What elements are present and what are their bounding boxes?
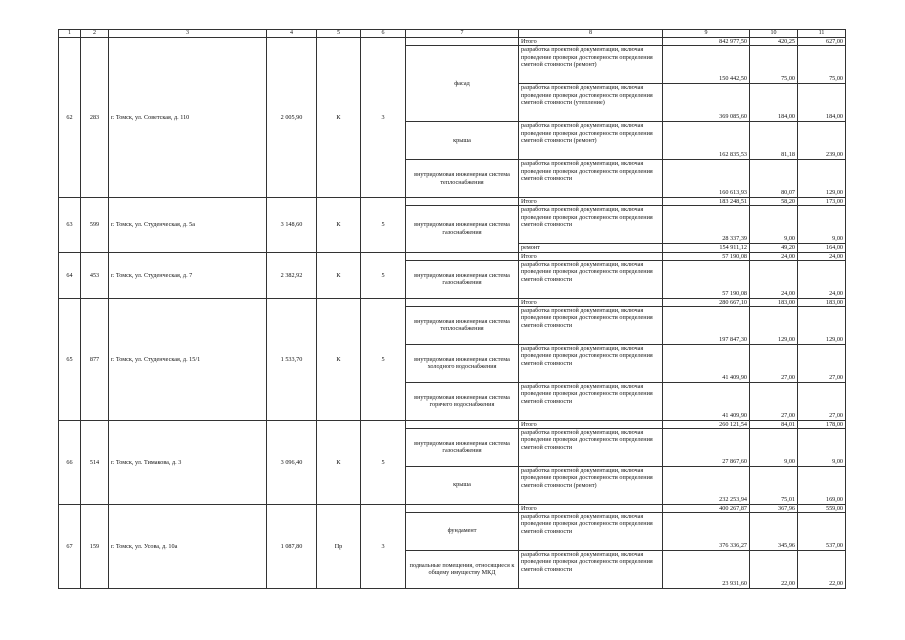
row-number: 65: [59, 298, 81, 420]
total-label: Итого: [519, 298, 663, 306]
work-col10: 24,00: [750, 260, 798, 298]
work-col10: 75,00: [750, 46, 798, 84]
object-area: 3 148,60: [267, 198, 317, 253]
element-name: внутридомовая инженерная система газоснабжения: [406, 206, 519, 253]
object-id: 877: [81, 298, 109, 420]
object-floors: 3: [361, 504, 406, 588]
column-header: 1: [59, 30, 81, 38]
object-type: К: [317, 198, 361, 253]
object-area: 1 533,70: [267, 298, 317, 420]
total-col10: 84,01: [750, 420, 798, 428]
work-description: ремонт: [519, 244, 663, 253]
work-col10: 27,00: [750, 382, 798, 420]
object-address: г. Томск, ул. Тимакова, д. 3: [109, 420, 267, 504]
element-name: крыша: [406, 122, 519, 160]
work-col11: 22,00: [798, 550, 846, 588]
total-col11: 559,00: [798, 504, 846, 512]
work-cost: 150 442,50: [663, 46, 750, 84]
column-header: 11: [798, 30, 846, 38]
object-type: К: [317, 252, 361, 298]
element-cell-empty: [406, 504, 519, 512]
element-cell-empty: [406, 252, 519, 260]
table-row: [59, 198, 846, 206]
element-name: внутридомовая инженерная система газоснабжения: [406, 260, 519, 298]
table-row: [59, 252, 846, 260]
total-col10: 58,20: [750, 198, 798, 206]
column-header: 2: [81, 30, 109, 38]
work-description: разработка проектной документации, включая проведение проверки достоверности определения сметной стоимости (ремонт): [519, 466, 663, 504]
object-address: г. Томск, ул. Советская, д. 110: [109, 38, 267, 198]
total-label: Итого: [519, 198, 663, 206]
table-row: [59, 298, 846, 306]
work-cost: 197 847,30: [663, 306, 750, 344]
work-cost: 369 085,60: [663, 84, 750, 122]
table-row: [59, 504, 846, 512]
total-col11: 173,00: [798, 198, 846, 206]
work-cost: 28 337,39: [663, 206, 750, 244]
total-col11: 627,00: [798, 38, 846, 46]
work-description: разработка проектной документации, включая проведение проверки достоверности определения сметной стоимости (ремонт): [519, 122, 663, 160]
work-col10: 81,18: [750, 122, 798, 160]
column-header: 8: [519, 30, 663, 38]
work-description: разработка проектной документации, включая проведение проверки достоверности определения сметной стоимости: [519, 260, 663, 298]
document-sheet: [58, 29, 845, 589]
work-col10: 75,01: [750, 466, 798, 504]
column-header: 6: [361, 30, 406, 38]
column-header: 5: [317, 30, 361, 38]
work-cost: 376 336,27: [663, 512, 750, 550]
work-description: разработка проектной документации, включая проведение проверки достоверности определения сметной стоимости (ремонт): [519, 46, 663, 84]
work-description: разработка проектной документации, включая проведение проверки достоверности определения сметной стоимости: [519, 206, 663, 244]
total-col11: 183,00: [798, 298, 846, 306]
object-floors: 5: [361, 420, 406, 504]
element-cell-empty: [406, 298, 519, 306]
work-col11: 27,00: [798, 382, 846, 420]
object-id: 159: [81, 504, 109, 588]
work-cost: 23 931,60: [663, 550, 750, 588]
work-cost: 154 911,12: [663, 244, 750, 253]
work-cost: 27 867,60: [663, 428, 750, 466]
object-area: 1 087,80: [267, 504, 317, 588]
work-description: разработка проектной документации, включая проведение проверки достоверности определения сметной стоимости: [519, 428, 663, 466]
work-description: разработка проектной документации, включая проведение проверки достоверности определения сметной стоимости: [519, 550, 663, 588]
work-description: разработка проектной документации, включая проведение проверки достоверности определения сметной стоимости: [519, 306, 663, 344]
work-description: разработка проектной документации, включая проведение проверки достоверности определения сметной стоимости: [519, 160, 663, 198]
column-header: 10: [750, 30, 798, 38]
element-name: внутридомовая инженерная система холодного водоснабжения: [406, 344, 519, 382]
element-name: фасад: [406, 46, 519, 122]
total-col11: 24,00: [798, 252, 846, 260]
object-address: г. Томск, ул. Студенческая, д. 15/1: [109, 298, 267, 420]
object-address: г. Томск, ул. Усова, д. 10а: [109, 504, 267, 588]
object-type: К: [317, 298, 361, 420]
table-row: [59, 38, 846, 46]
element-name: внутридомовая инженерная система газоснабжения: [406, 428, 519, 466]
object-type: К: [317, 420, 361, 504]
column-number-row: [59, 30, 846, 38]
object-id: 453: [81, 252, 109, 298]
work-col11: 129,00: [798, 306, 846, 344]
row-number: 64: [59, 252, 81, 298]
total-label: Итого: [519, 504, 663, 512]
row-number: 66: [59, 420, 81, 504]
work-col10: 80,07: [750, 160, 798, 198]
work-col11: 9,00: [798, 206, 846, 244]
column-header: 7: [406, 30, 519, 38]
work-col11: 239,00: [798, 122, 846, 160]
element-name: внутридомовая инженерная система теплоснабжения: [406, 306, 519, 344]
object-floors: 3: [361, 38, 406, 198]
total-cost: 260 121,54: [663, 420, 750, 428]
work-col11: 184,00: [798, 84, 846, 122]
total-col10: 367,96: [750, 504, 798, 512]
object-area: 2 382,92: [267, 252, 317, 298]
object-floors: 5: [361, 198, 406, 253]
element-cell-empty: [406, 38, 519, 46]
work-col10: 184,00: [750, 84, 798, 122]
work-cost: 41 409,90: [663, 382, 750, 420]
work-description: разработка проектной документации, включая проведение проверки достоверности определения сметной стоимости: [519, 512, 663, 550]
work-col10: 129,00: [750, 306, 798, 344]
total-col10: 420,25: [750, 38, 798, 46]
column-header: 9: [663, 30, 750, 38]
repair-plan-table: [58, 29, 846, 589]
element-name: внутридомовая инженерная система теплоснабжения: [406, 160, 519, 198]
object-floors: 5: [361, 298, 406, 420]
work-col11: 129,00: [798, 160, 846, 198]
element-cell-empty: [406, 420, 519, 428]
work-col10: 9,00: [750, 428, 798, 466]
row-number: 67: [59, 504, 81, 588]
element-name: подвальные помещения, относящиеся к общему имуществу МКД: [406, 550, 519, 588]
object-id: 599: [81, 198, 109, 253]
work-description: разработка проектной документации, включая проведение проверки достоверности определения сметной стоимости: [519, 344, 663, 382]
total-cost: 57 190,08: [663, 252, 750, 260]
object-floors: 5: [361, 252, 406, 298]
work-col11: 24,00: [798, 260, 846, 298]
work-col11: 75,00: [798, 46, 846, 84]
object-id: 283: [81, 38, 109, 198]
total-col11: 178,00: [798, 420, 846, 428]
total-cost: 842 977,50: [663, 38, 750, 46]
row-number: 63: [59, 198, 81, 253]
element-name: внутридомовая инженерная система горячего водоснабжения: [406, 382, 519, 420]
work-col10: 22,00: [750, 550, 798, 588]
object-area: 3 096,40: [267, 420, 317, 504]
row-number: 62: [59, 38, 81, 198]
work-col10: 49,20: [750, 244, 798, 253]
work-cost: 57 190,08: [663, 260, 750, 298]
total-cost: 400 267,87: [663, 504, 750, 512]
table-body: [59, 30, 846, 589]
work-col10: 9,00: [750, 206, 798, 244]
work-cost: 160 613,93: [663, 160, 750, 198]
total-cost: 280 667,10: [663, 298, 750, 306]
work-col11: 27,00: [798, 344, 846, 382]
total-cost: 183 248,51: [663, 198, 750, 206]
object-type: К: [317, 38, 361, 198]
object-address: г. Томск, ул. Студенческая, д. 7: [109, 252, 267, 298]
work-cost: 41 409,90: [663, 344, 750, 382]
column-header: 4: [267, 30, 317, 38]
work-cost: 232 253,94: [663, 466, 750, 504]
object-area: 2 005,90: [267, 38, 317, 198]
object-type: Пр: [317, 504, 361, 588]
work-col10: 27,00: [750, 344, 798, 382]
work-col10: 345,96: [750, 512, 798, 550]
work-description: разработка проектной документации, включая проведение проверки достоверности определения сметной стоимости (утепление): [519, 84, 663, 122]
object-address: г. Томск, ул. Студенческая, д. 5а: [109, 198, 267, 253]
element-name: фундамент: [406, 512, 519, 550]
total-label: Итого: [519, 38, 663, 46]
table-row: [59, 420, 846, 428]
work-cost: 162 835,53: [663, 122, 750, 160]
element-name: крыша: [406, 466, 519, 504]
total-label: Итого: [519, 252, 663, 260]
column-header: 3: [109, 30, 267, 38]
total-col10: 24,00: [750, 252, 798, 260]
total-col10: 183,00: [750, 298, 798, 306]
work-col11: 164,00: [798, 244, 846, 253]
work-col11: 9,00: [798, 428, 846, 466]
total-label: Итого: [519, 420, 663, 428]
work-description: разработка проектной документации, включая проведение проверки достоверности определения сметной стоимости: [519, 382, 663, 420]
work-col11: 537,00: [798, 512, 846, 550]
work-col11: 169,00: [798, 466, 846, 504]
element-cell-empty: [406, 198, 519, 206]
object-id: 514: [81, 420, 109, 504]
